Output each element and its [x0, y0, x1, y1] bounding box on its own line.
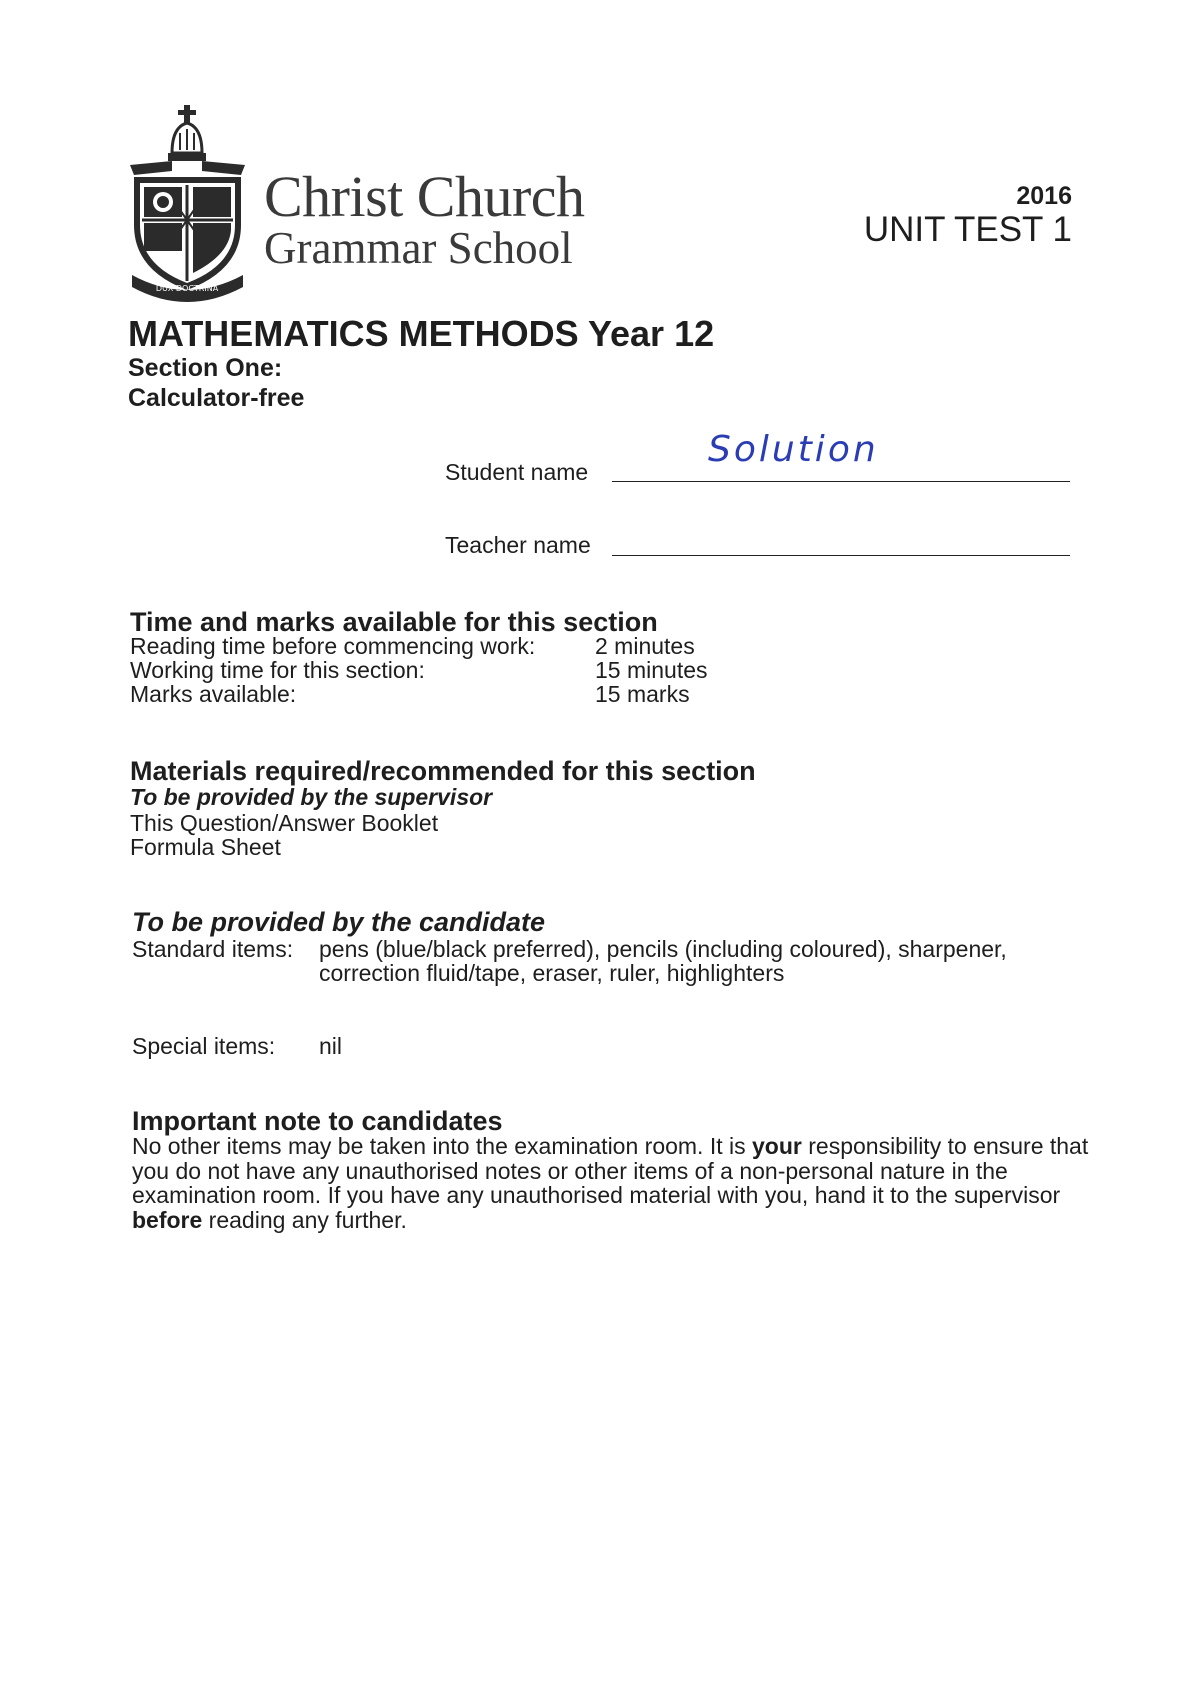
crest-motto: DUX DOCTRINA	[155, 284, 219, 293]
note-text-part: reading any further.	[202, 1206, 407, 1233]
time-row-label: Working time for this section:	[130, 657, 425, 683]
time-row-marks	[130, 682, 708, 706]
test-year: 2016	[1016, 182, 1072, 210]
time-row-label: Reading time before commencing work:	[130, 633, 536, 659]
time-row-working	[130, 658, 708, 682]
section-name: Section One:	[128, 354, 283, 382]
time-row-value: 2 minutes	[595, 633, 695, 659]
special-items-label: Special items:	[132, 1033, 276, 1059]
note-text-part: No other items may be taken into the examination room. It is	[132, 1133, 753, 1159]
section-type: Calculator-free	[128, 384, 305, 412]
supervisor-heading: To be provided by the supervisor	[130, 784, 493, 810]
student-name-label: Student name	[445, 459, 589, 485]
note-emphasis-your: your	[752, 1133, 802, 1159]
note-text-part: responsibility to ensure that you do not have any unauthorised notes or other items of a non-personal nature in the examination room. If you have any unauthorised material with you, hand it to the supervisor	[132, 1133, 1089, 1208]
student-name-field[interactable]	[612, 481, 1070, 482]
time-row-reading	[130, 634, 708, 658]
standard-items-value: pens (blue/black preferred), pencils (including coloured), sharpener, correction fluid/tape, eraser, ruler, highlighters	[319, 936, 1007, 986]
candidate-heading: To be provided by the candidate	[132, 907, 546, 937]
supervisor-item: This Question/Answer Booklet	[130, 810, 439, 836]
teacher-name-label: Teacher name	[445, 532, 591, 558]
teacher-name-field[interactable]	[612, 555, 1070, 556]
important-note-text	[132, 1134, 1092, 1232]
special-items-value: nil	[319, 1033, 343, 1059]
time-row-value: 15 minutes	[595, 657, 708, 683]
subject-title: MATHEMATICS METHODS Year 12	[128, 313, 715, 354]
school-name-line2: Grammar School	[264, 223, 573, 273]
time-marks-table	[130, 634, 708, 706]
school-crest-logo	[130, 105, 245, 305]
time-marks-heading: Time and marks available for this section	[130, 607, 658, 637]
time-row-value: 15 marks	[595, 681, 690, 707]
materials-heading: Materials required/recommended for this section	[130, 756, 756, 786]
supervisor-item: Formula Sheet	[130, 834, 281, 860]
standard-items-label: Standard items:	[132, 936, 294, 962]
supervisor-items-list	[130, 811, 438, 859]
student-name-handwritten-value: Solution	[708, 429, 879, 470]
note-emphasis-before: before	[132, 1206, 203, 1233]
time-row-label: Marks available:	[130, 681, 297, 707]
school-name-line1: Christ Church	[264, 164, 585, 229]
test-title: UNIT TEST 1	[863, 210, 1072, 249]
important-note-heading: Important note to candidates	[132, 1106, 503, 1136]
